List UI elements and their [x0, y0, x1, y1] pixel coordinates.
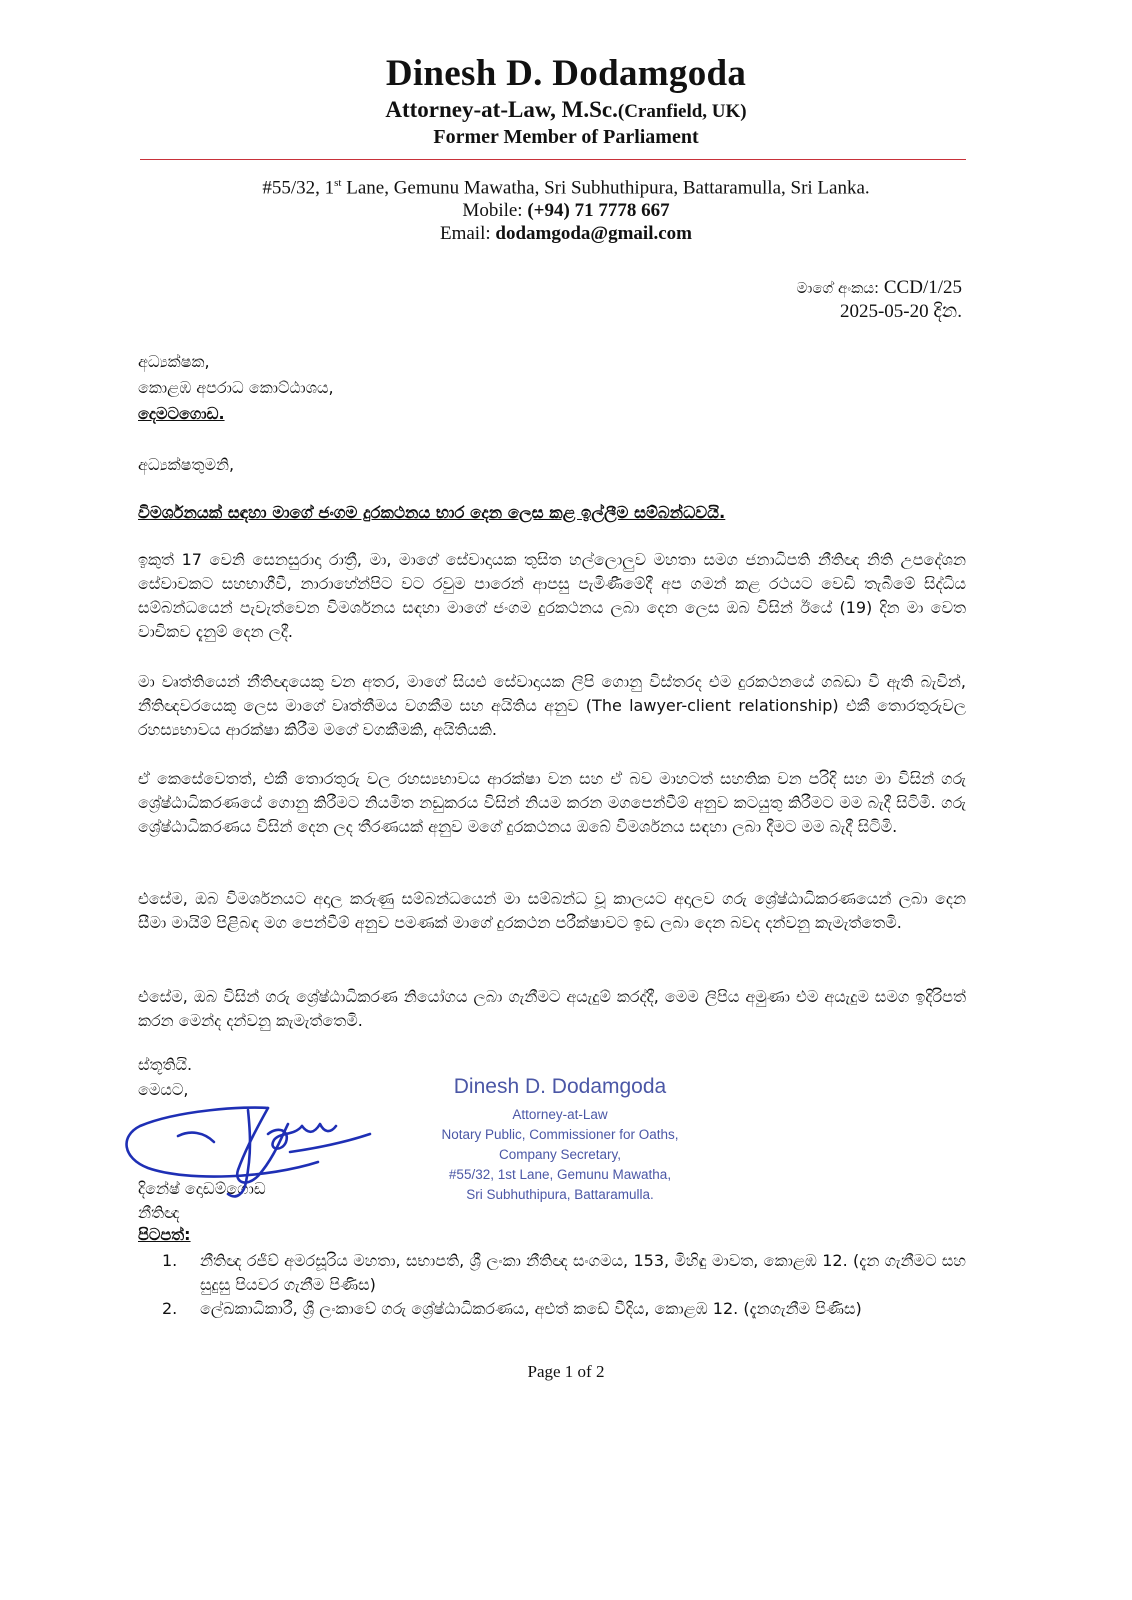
letterhead-former-role: Former Member of Parliament [433, 126, 699, 148]
letterhead-mobile [0, 200, 1132, 222]
copy-item-1 [162, 1249, 966, 1297]
reference-label: මාගේ අංකය: [796, 279, 884, 297]
letterhead-title-main: Attorney-at-Law, M.Sc. [385, 97, 618, 122]
copy-item-text: ලේඛකාධිකාරී, ශ්‍රී ලංකාවේ ගරු ශ්‍රේෂ්ඨාධිකරණය, අළුත් කඩේ වීදිය, කොළඹ 12. (දැනගැනීම පිණිස) [200, 1299, 862, 1318]
copies-heading: පිටපත්: [138, 1225, 191, 1244]
reference-number [797, 277, 962, 299]
letter-date: 2025-05-20 දින. [839, 301, 962, 322]
mobile-label: Mobile: [462, 200, 528, 221]
letterhead-address [0, 177, 1132, 199]
reference-value: CCD/1/25 [883, 277, 962, 298]
copy-item-number: 1. [162, 1251, 178, 1270]
mobile-value: (+94) 71 7778 667 [527, 200, 670, 221]
address-part-1: #55/32, 1 [262, 177, 335, 199]
recipient-line-2: කොළඹ අපරාධ කොට්ඨාශය, [138, 378, 334, 397]
copy-item-number: 2. [162, 1299, 178, 1318]
signer-name: දිනේෂ් දොඩම්ගොඩ [138, 1179, 266, 1198]
handwritten-signature [118, 1096, 378, 1206]
stamp-line-3: Company Secretary, [498, 1147, 622, 1162]
signer-role: නීතිඥ [138, 1203, 180, 1222]
stamp-name: Dinesh D. Dodamgoda [453, 1075, 667, 1098]
address-part-2: Lane, Gemunu Mawatha, Sri Subhuthipura, Battaramulla, Sri Lanka. [341, 177, 870, 199]
address-sup: st [334, 177, 342, 189]
letter-subject: විමර්ශනයක් සඳහා මාගේ ජංගම දුරකථනය භාර දෙන ලෙස කළ ඉල්ලීම සම්බන්ධවයි. [138, 503, 726, 522]
email-label: Email: [439, 223, 496, 244]
stamp-line-4: #55/32, 1st Lane, Gemunu Mawatha, [448, 1167, 672, 1182]
stamp-line-2: Notary Public, Commissioner for Oaths, [441, 1127, 679, 1142]
letterhead-title [0, 97, 1132, 123]
email-value: dodamgoda@gmail.com [495, 223, 692, 244]
body-paragraph-3: ඒ කෙසේවෙතත්, එකී තොරතුරු වල රහස්‍යභාවය ආරක්ෂා වන සහ ඒ බව මාහටත් සහතික වන පරිදි සහ මා විසින් ගරු ශ්‍රේෂ්ඨාධිකරණයේ ගොනු කිරීමට නියමිත නඩුකරය විසින් නියම කරන මගපෙන්වීම් අනුව කටයුතු කිරීමට මම බැදී සිටිමි. ගරු ශ්‍රේෂ්ඨාධිකරණය විසින් දෙන ලද තීරණයක් අනුව මගේ දුරකථනය ඔබේ විමර්ශනය සඳහා ලබා දීමට මම බැදී සිටිමි. [138, 769, 966, 836]
copy-item-text: නීතිඥ රජීව් අමරසූරිය මහතා, සභාපති, ශ්‍රී ලංකා නීතිඥ සංගමය, 153, මිහිඳු මාවත, කොළඹ 12. (දැන ගැනීමට සහ සුදුසු පියවර ගැනීම පිණිස) [200, 1251, 966, 1294]
body-paragraph-4: එසේම, ඔබ විමර්ශනයට අදාල කරුණු සම්බන්ධයෙන් මා සම්බන්ධ වූ කාලයට අදාලව ගරු ශ්‍රේෂ්ඨාධිකරණයෙන් ලබා දෙන සීමා මායිම් පිළිබඳ මග පෙන්වීම් අනුව පමණක් මාගේ දුරකථන පරීක්ෂාවට ඉඩ ලබා දෙන බවද දන්වනු කැමැත්තෙමි. [138, 889, 966, 932]
stamp-line-5: Sri Subhuthipura, Battaramulla. [466, 1187, 654, 1202]
body-paragraph-2: මා වෘත්තියෙන් නීතිඥයෙකු වන අතර, මාගේ සියළු සේවාදායක ලිපි ගොනු විස්තරද එම දුරකථනයේ ගබඩා වී ඇති බැවින්, නීතිඥවරයෙකු ලෙස මාගේ වෘත්තීමය වගකීම සහ අයිතිය අනුව (The lawyer-client relationship) එකී තොරතුරුවල රහස්‍යභාවය ආරක්ෂා කිරීම මගේ වගකීමකි, අයිතියකි. [138, 672, 966, 739]
letterhead-email [0, 223, 1132, 245]
stamp-line-1: Attorney-at-Law [512, 1107, 608, 1122]
letterhead-divider [140, 159, 966, 160]
recipient-line-3: දෙමටගොඩ. [138, 404, 225, 423]
body-paragraph-1: ඉකුත් 17 වෙනි සෙනසුරාදා රාත්‍රී, මා, මාගේ සේවාදායක තුසිත හල්ලොලුව මහතා සමග ජනාධිපති නීතිඥ නිති උපදේශන සේවාවකට සහභාගීවී, නාරාහේන්පිට වට රවුම පාරෙන් ආපසු පැමිණීමේදී අප ගමන් කළ රථයට වෙඩි තැබීමේ සිද්ධිය සම්බන්ධයෙන් පැවැත්වෙන විමර්ශනය සඳහා මාගේ ජංගම දුරකථනය ලබා දෙන ලෙස ඔබ විසින් ඊයේ (19) දින මා වෙත වාචිකව දැනුම් දෙන ලදී. [138, 550, 966, 641]
letterhead-title-paren: (Cranfield, UK) [617, 101, 747, 122]
closing-thanks: ස්තූතියි. [138, 1055, 193, 1074]
page-number: Page 1 of 2 [527, 1362, 605, 1381]
closing-yours: මෙයට, [138, 1080, 189, 1099]
letterhead-name: Dinesh D. Dodamgoda [385, 53, 747, 94]
body-paragraph-5: එසේම, ඔබ විසින් ගරු ශ්‍රේෂ්ඨාධිකරණ නියෝගය ලබා ගැනීමට අයැදුම් කරද්දී, මෙම ලිපිය අමුණා එම අයැදුම සමග ඉදිරිපත් කරන මෙන්ද දන්වනු කැමැත්තෙමි. [138, 987, 966, 1030]
copy-item-2 [162, 1297, 966, 1345]
salutation: අධ්‍යක්ෂතුමනි, [138, 455, 235, 474]
recipient-line-1: අධ්‍යක්ෂක, [138, 352, 210, 371]
